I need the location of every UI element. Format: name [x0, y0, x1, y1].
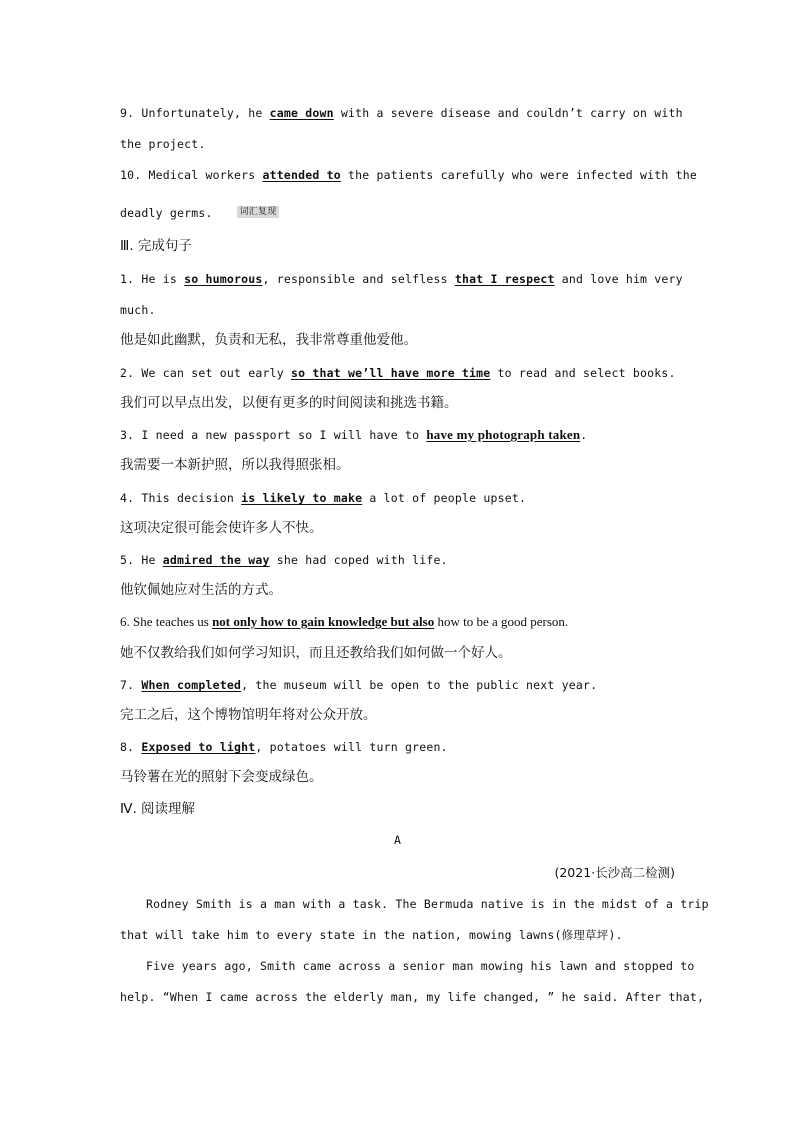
item1-answer2: that I respect: [454, 272, 555, 286]
passage-p1-line2: that will take him to every state in the nation, mowing lawns(修理草坪).: [120, 928, 623, 942]
section3-heading: Ⅲ. 完成句子: [120, 238, 192, 254]
section3-item7: [120, 676, 675, 694]
vocab-review-tag: 词汇复现: [237, 206, 280, 218]
vocab-q10-line1: [120, 166, 698, 184]
passage-source: (2021·长沙高二检测): [554, 865, 675, 880]
item6-prefix: 6. She teaches us: [120, 614, 213, 629]
section3-item7-zh: 完工之后，这个博物馆明年将对公众开放。: [120, 707, 377, 723]
item7-answer: When completed: [141, 678, 242, 692]
item1-answer1: so humorous: [184, 272, 263, 286]
section3-item1-zh: 他是如此幽默，负责和无私，我非常尊重他爱他。: [120, 332, 417, 348]
item3-prefix: 3. I need a new passport so I will have to: [120, 428, 427, 442]
item8-suffix: , potatoes will turn green.: [255, 740, 448, 754]
section3-item3-zh: 我需要一本新护照，所以我得照张相。: [120, 457, 350, 473]
section3-item1-line2: much.: [120, 303, 156, 317]
item3-suffix: .: [580, 428, 588, 442]
item2-prefix: 2. We can set out early: [120, 366, 291, 380]
item4-prefix: 4. This decision: [120, 491, 242, 505]
item8-prefix: 8.: [120, 740, 142, 754]
vocab-q10-prefix: 10. Medical workers: [120, 168, 263, 182]
item8-answer: Exposed to light: [141, 740, 256, 754]
item5-prefix: 5. He: [120, 553, 163, 567]
vocab-q9-prefix: 9. Unfortunately, he: [120, 106, 270, 120]
section3-item2: [120, 364, 675, 382]
vocab-q10-answer: attended to: [262, 168, 341, 182]
passage-p2-line1: Five years ago, Smith came across a senior man mowing his lawn and stopped to: [146, 959, 695, 973]
passage-p1-line1: Rodney Smith is a man with a task. The Bermuda native is in the midst of a trip: [146, 897, 709, 911]
section3-item4-zh: 这项决定很可能会使许多人不快。: [120, 520, 323, 536]
item1-prefix: 1. He is: [120, 272, 185, 286]
item4-answer: is likely to make: [241, 491, 363, 505]
item1-suffix: and love him very: [554, 272, 683, 286]
item7-prefix: 7.: [120, 678, 142, 692]
item5-suffix: she had coped with life.: [269, 553, 448, 567]
section3-item6: [120, 613, 675, 631]
vocab-q9-line1: [120, 104, 683, 122]
section3-item2-zh: 我们可以早点出发，以便有更多的时间阅读和挑选书籍。: [120, 395, 458, 411]
item4-suffix: a lot of people upset.: [362, 491, 527, 505]
passage-label: A: [393, 833, 402, 847]
vocab-q10-suffix: the patients carefully who were infected with the: [340, 168, 698, 182]
item1-mid: , responsible and selfless: [262, 272, 455, 286]
item2-suffix: to read and select books.: [490, 366, 676, 380]
section3-item8-zh: 马铃薯在光的照射下会变成绿色。: [120, 769, 323, 785]
item7-suffix: , the museum will be open to the public next year.: [241, 678, 598, 692]
section3-item5-zh: 他钦佩她应对生活的方式。: [120, 582, 282, 598]
section3-item6-zh: 她不仅教给我们如何学习知识，而且还教给我们如何做一个好人。: [120, 645, 512, 661]
section3-item3: [120, 426, 675, 444]
item3-answer: have my photograph taken: [426, 427, 581, 442]
vocab-q10-line2-text: deadly germs.: [120, 206, 213, 220]
passage-p2-line2: help. “When I came across the elderly man, my life changed, ” he said. After that,: [120, 990, 705, 1004]
item6-answer: not only how to gain knowledge but also: [212, 614, 435, 629]
section3-item8: [120, 738, 675, 756]
vocab-q9-line2: the project.: [120, 137, 206, 151]
section3-item4: [120, 489, 675, 507]
vocab-q10-line2: [120, 204, 675, 222]
vocab-q9-suffix: with a severe disease and couldn’t carry on with: [333, 106, 683, 120]
section3-item1-line1: [120, 270, 683, 288]
item5-answer: admired the way: [162, 553, 270, 567]
item2-answer: so that we’ll have more time: [290, 366, 491, 380]
item6-suffix: how to be a good person.: [434, 614, 569, 629]
section4-heading: Ⅳ. 阅读理解: [120, 801, 196, 817]
section3-item5: [120, 551, 675, 569]
vocab-q9-answer: came down: [269, 106, 334, 120]
